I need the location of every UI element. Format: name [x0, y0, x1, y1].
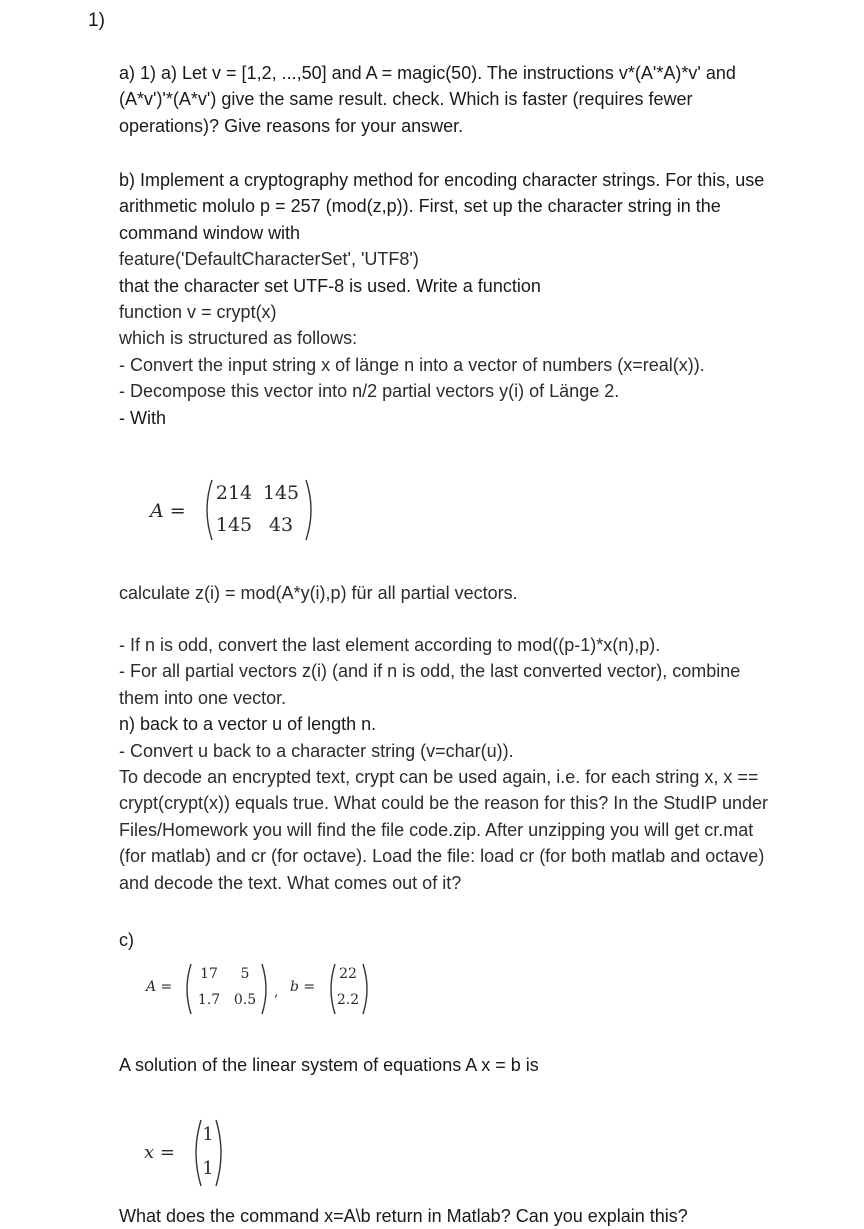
matrix-cell: 0.5 [233, 992, 257, 1008]
text-line: - Decompose this vector into n/2 partial vectors y(i) of Länge 2. [119, 381, 620, 402]
text-line: (for matlab) and cr (for octave). Load the file: load cr (for both matlab and octave) [119, 846, 765, 867]
solution-vector [144, 1118, 264, 1190]
vector-cell: 22 [339, 966, 357, 982]
text-line: that the character set UTF-8 is used. Write a function [119, 275, 541, 296]
solution-text [119, 1052, 854, 1078]
text-line: - With [119, 407, 166, 428]
matrix-cell: 145 [215, 514, 253, 536]
vector-cell: 1 [202, 1124, 214, 1145]
calc-line [119, 580, 854, 606]
text-line: them into one vector. [119, 687, 287, 708]
matrix-cell: 17 [200, 966, 218, 982]
text-line: calculate z(i) = mod(A*y(i),p) für all partial vectors. [119, 583, 518, 603]
text-line: c) [119, 930, 134, 950]
text-line: - Convert the input string x of länge n into a vector of numbers (x=real(x)). [119, 354, 705, 375]
matrix-label: A = [150, 500, 186, 522]
part-b-text-bottom [119, 632, 854, 896]
matrix-label: A = [146, 979, 173, 995]
right-paren-icon [214, 1118, 227, 1188]
text-line: A solution of the linear system of equations A x = b is [119, 1055, 539, 1075]
matrix-a-crypto [150, 478, 330, 548]
text-line: What does the command x=A\b return in Matlab? Can you explain this? [119, 1206, 688, 1226]
text-line: which is structured as follows: [119, 328, 358, 349]
vector-label: b = [290, 979, 316, 995]
right-paren-icon [260, 962, 271, 1016]
text-line: crypt(crypt(x)) equals true. What could be the reason for this? In the StudIP under [119, 793, 768, 814]
question-number: 1) [88, 10, 105, 31]
text-line: and decode the text. What comes out of it? [119, 872, 462, 893]
text-line: a) 1) a) Let v = [1,2, ...,50] and A = magic(50). The instructions v*(A'*A)*v' and [119, 63, 736, 83]
text-line: operations)? Give reasons for your answer. [119, 115, 464, 136]
right-paren-icon [361, 962, 372, 1016]
matrix-cell: 145 [262, 482, 300, 504]
linear-system-matrices [146, 962, 386, 1022]
final-question [119, 1203, 854, 1229]
text-line: b) Implement a cryptography method for encoding character strings. For this, use [119, 170, 765, 190]
part-a-text [119, 60, 854, 139]
part-c-label [119, 927, 854, 953]
part-b-text-top [119, 167, 854, 431]
matrix-cell: 214 [215, 482, 253, 504]
right-paren-icon [304, 478, 318, 542]
vector-cell: 1 [202, 1158, 214, 1179]
matrix-cell: 5 [240, 966, 250, 982]
matrix-cell: 43 [268, 514, 294, 536]
text-line: - For all partial vectors z(i) (and if n is odd, the last converted vector), combine [119, 661, 741, 682]
text-line: n) back to a vector u of length n. [119, 714, 377, 735]
vector-cell: 2.2 [336, 992, 360, 1008]
separator-comma: , [274, 984, 279, 1000]
text-line: To decode an encrypted text, crypt can be used again, i.e. for each string x, x == [119, 767, 759, 788]
text-line: (A*v')'*(A*v') give the same result. check. Which is faster (requires fewer [119, 89, 693, 110]
vector-label: x = [144, 1142, 175, 1163]
text-line: Files/Homework you will find the file code.zip. After unzipping you will get cr.mat [119, 819, 754, 840]
text-line: - If n is odd, convert the last element according to mod((p-1)*x(n),p). [119, 635, 661, 655]
code-line: feature('DefaultCharacterSet', 'UTF8') [119, 249, 419, 270]
matrix-cell: 1.7 [197, 992, 221, 1008]
text-line: arithmetic molulo p = 257 (mod(z,p)). First, set up the character string in the [119, 196, 721, 217]
code-line: function v = crypt(x) [119, 302, 277, 323]
text-line: - Convert u back to a character string (v=char(u)). [119, 740, 514, 761]
text-line: command window with [119, 222, 301, 243]
